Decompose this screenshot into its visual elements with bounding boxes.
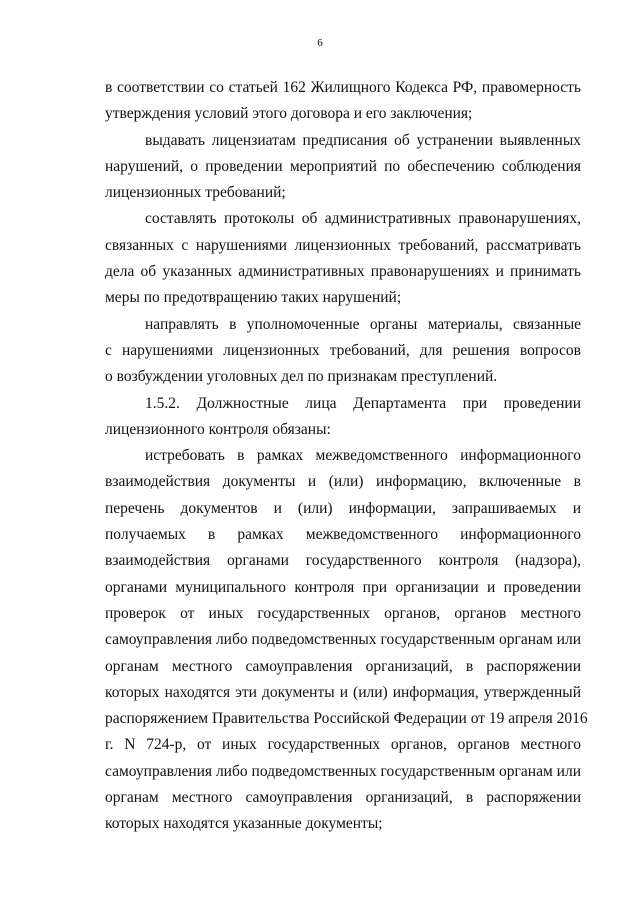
text-line: выдавать лицензиатам предписания об устранении выявленных [145, 131, 581, 149]
text-line: связанных с нарушениями лицензионных требований, рассматривать [105, 236, 581, 254]
text-line: в соответствии со статьей 162 Жилищного Кодекса РФ, правомерность [105, 79, 581, 96]
page-number: 6 [317, 37, 323, 49]
text-line: органами муниципального контроля при организации и проведении [105, 578, 581, 596]
text-line: которых находятся эти документы и (или) информация, утвержденный [105, 683, 581, 701]
text-line: органам местного самоуправления организаций, в распоряжении [105, 657, 581, 675]
text-line: лицензионных требований; [105, 184, 286, 202]
text-line: истребовать в рамках межведомственного информационного [145, 447, 581, 465]
text-line: проверок от иных государственных органов, органов местного [105, 604, 581, 622]
text-line: взаимодействия документы и (или) информацию, включенные в [105, 473, 581, 491]
text-line: органам местного самоуправления организаций, в распоряжении [105, 789, 581, 807]
text-line: дела об указанных административных правонарушениях и принимать [105, 263, 581, 281]
text-line: самоуправления либо подведомственных государственным органам или [105, 631, 581, 649]
text-line: г. N 724-р, от иных государственных органов, органов местного [105, 736, 581, 754]
text-line: взаимодействия органами государственного контроля (надзора), [105, 552, 581, 570]
text-line: составлять протоколы об административных правонарушениях, [145, 210, 581, 228]
text-line: меры по предотвращению таких нарушений; [105, 289, 402, 307]
text-line: утверждения условий этого договора и его заключения; [105, 105, 473, 123]
text-line: самоуправления либо подведомственных государственным органам или [105, 762, 581, 780]
body-text [105, 78, 588, 841]
text-line: направлять в уполномоченные органы материалы, связанные [145, 315, 581, 333]
text-line: распоряжением Правительства Российской Федерации от 19 апреля 2016 [105, 710, 588, 728]
text-line: нарушений, о проведении мероприятий по обеспечению соблюдения [105, 157, 581, 175]
text-line: с нарушениями лицензионных требований, для решения вопросов [105, 341, 581, 359]
text-line: о возбуждении уголовных дел по признакам преступлений. [105, 368, 498, 386]
text-line: которых находятся указанные документы; [105, 815, 383, 833]
text-line: 1.5.2. Должностные лица Департамента при проведении [145, 394, 581, 412]
text-line: получаемых в рамках межведомственного информационного [105, 526, 581, 544]
text-line: перечень документов и (или) информации, запрашиваемых и [105, 499, 581, 517]
text-line: лицензионного контроля обязаны: [105, 420, 331, 438]
